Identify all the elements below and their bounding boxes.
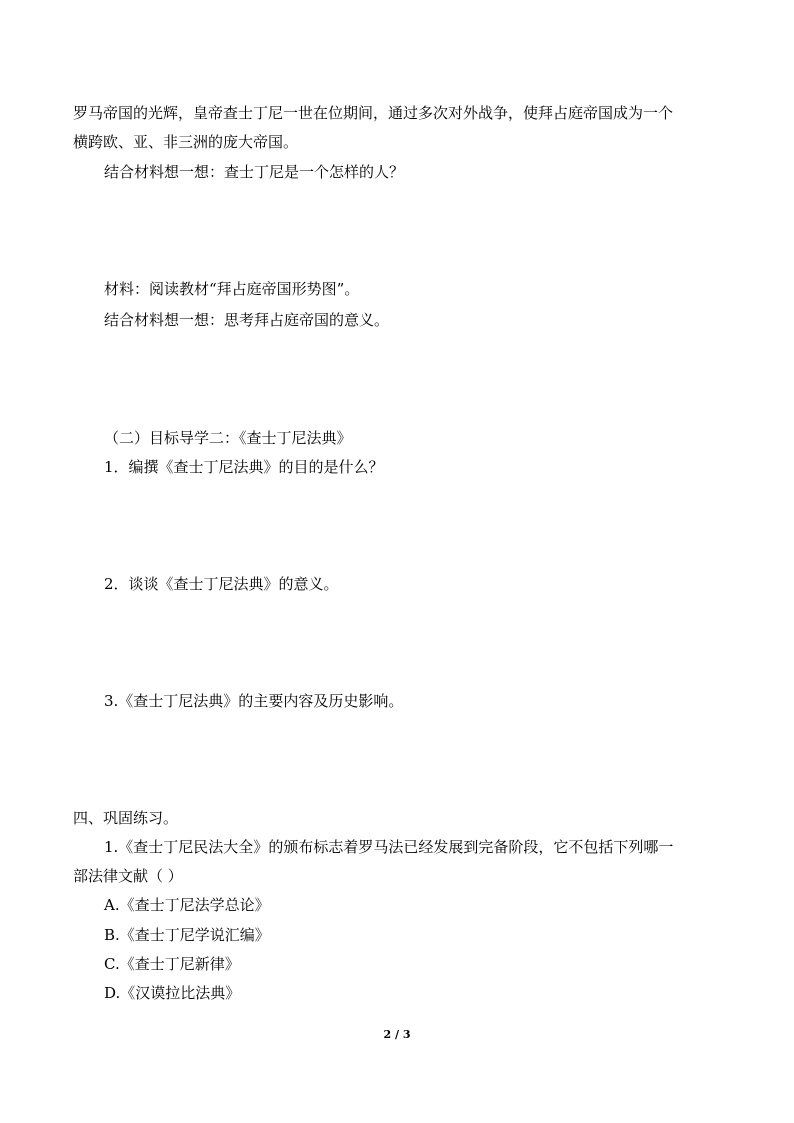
paragraph-line-2: 横跨欧、亚、非三洲的庞大帝国。 <box>73 133 299 151</box>
option-d: D.《汉谟拉比法典》 <box>104 984 241 1002</box>
goal2-question-3: 3.《查士丁尼法典》的主要内容及历史影响。 <box>104 692 404 710</box>
goal2-question-2: 2．谈谈《查士丁尼法典》的意义。 <box>104 575 339 593</box>
question-byzantine: 结合材料想一想：思考拜占庭帝国的意义。 <box>104 311 390 329</box>
practice-heading: 四、巩固练习。 <box>73 809 179 827</box>
page-number: 2 / 3 <box>383 1028 411 1041</box>
option-c: C.《查士丁尼新律》 <box>104 955 240 973</box>
goal2-question-1: 1．编撰《查士丁尼法典》的目的是什么？ <box>104 458 384 476</box>
option-b: B.《查士丁尼学说汇编》 <box>104 926 270 944</box>
section-goal2-heading: （二）目标导学二：《查士丁尼法典》 <box>104 429 352 447</box>
material-map: 材料：阅读教材“拜占庭帝国形势图”。 <box>104 280 360 298</box>
paragraph-line-1: 罗马帝国的光辉，皇帝查士丁尼一世在位期间，通过多次对外战争，使拜占庭帝国成为一个 <box>73 104 674 122</box>
option-a: A.《查士丁尼法学总论》 <box>104 896 270 914</box>
practice-question-1-line-1: 1.《查士丁尼民法大全》的颁布标志着罗马法已经发展到完备阶段，它不包括下列哪一 <box>104 838 674 856</box>
practice-question-1-line-2: 部法律文献（ ） <box>73 867 183 885</box>
question-justinian: 结合材料想一想：查士丁尼是一个怎样的人？ <box>104 163 405 181</box>
